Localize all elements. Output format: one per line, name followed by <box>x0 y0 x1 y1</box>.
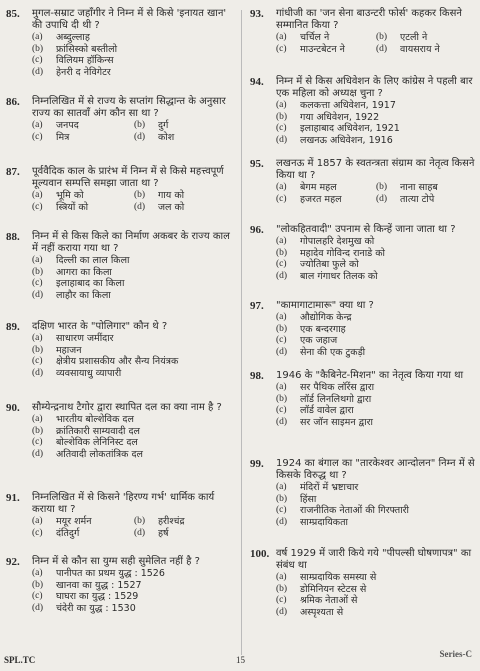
option-label: (d) <box>32 66 44 77</box>
booklet-code: SPL.TC <box>4 655 36 665</box>
option-b[interactable] <box>32 580 236 592</box>
question-92 <box>6 556 236 614</box>
question-text: सौम्येन्द्रनाथ टैगोर द्वारा स्थापित दल का क्या नाम है ? <box>32 402 222 413</box>
question-text: निम्न में से किस अधिवेशन के लिए कांग्रेस ने पहली बार एक महिला को अध्यक्ष चुना ? <box>276 76 473 99</box>
option-label: (c) <box>276 123 287 133</box>
option-text: इलाहाबाद अधिवेशन, 1921 <box>300 123 400 134</box>
options-list <box>276 382 476 428</box>
question-stem <box>250 158 476 182</box>
question-stem <box>6 8 236 32</box>
question-87 <box>6 166 236 213</box>
option-text: राजनीतिक नेताओं की गिरफ्तारी <box>300 505 410 516</box>
option-text: चर्चिल ने <box>300 32 330 43</box>
option-label: (b) <box>32 579 44 590</box>
question-stem <box>250 300 476 312</box>
question-stem <box>6 402 236 414</box>
option-text: साम्प्रदायिकता <box>300 516 348 528</box>
question-85 <box>6 8 236 78</box>
question-96 <box>250 224 476 282</box>
option-label: (c) <box>32 278 43 288</box>
option-label: (d) <box>134 131 146 142</box>
question-stem <box>250 8 476 32</box>
question-text: 1924 का बंगाल का "तारकेश्वर आन्दोलन" निम्न में से किसके विरुद्ध था ? <box>276 458 475 481</box>
option-label: (a) <box>276 182 287 192</box>
option-c[interactable] <box>32 356 236 368</box>
option-text: हेनरी द नेविगेटर <box>56 66 111 78</box>
option-label: (d) <box>134 201 146 212</box>
question-stem <box>6 492 236 516</box>
option-d[interactable] <box>276 347 476 359</box>
option-text: गया अधिवेशन, 1922 <box>300 111 380 123</box>
option-text: कलकत्ता अधिवेशन, 1917 <box>300 100 396 111</box>
option-text: इलाहाबाद का किला <box>56 278 125 289</box>
option-c[interactable] <box>32 591 236 603</box>
option-label: (c) <box>32 527 43 538</box>
option-d[interactable] <box>276 417 476 429</box>
option-d[interactable] <box>276 135 476 147</box>
option-c[interactable] <box>32 132 134 144</box>
option-label: (b) <box>276 247 288 258</box>
question-stem <box>250 76 476 100</box>
option-text: खानवा का युद्ध : 1527 <box>56 579 142 591</box>
page-number: 15 <box>236 655 245 665</box>
option-text: माउन्टबेटन ने <box>300 43 345 55</box>
option-d[interactable] <box>32 290 236 302</box>
option-label: (d) <box>376 193 388 204</box>
option-d[interactable] <box>134 528 236 540</box>
option-c[interactable] <box>32 278 236 290</box>
question-98 <box>250 370 476 428</box>
option-a[interactable] <box>32 568 236 580</box>
option-c[interactable] <box>276 123 476 135</box>
question-stem <box>250 548 476 572</box>
question-stem <box>6 556 236 568</box>
question-number: 91. <box>6 492 20 504</box>
option-b[interactable] <box>32 44 236 56</box>
option-a[interactable] <box>32 190 134 202</box>
option-label: (b) <box>276 111 288 122</box>
option-label: (c) <box>32 591 43 601</box>
option-text: ज्योतिबा फुले को <box>300 259 359 270</box>
option-text: कोश <box>158 131 175 143</box>
options-list <box>32 333 236 379</box>
option-text: दिल्ली का लाल किला <box>56 255 130 266</box>
column-divider <box>241 10 242 655</box>
option-label: (a) <box>276 100 287 110</box>
option-text: डोमिनियन स्टेटस से <box>300 583 367 595</box>
option-text: अतिवादी लोकतांत्रिक दल <box>56 448 143 460</box>
question-number: 85. <box>6 8 20 20</box>
option-label: (b) <box>134 120 146 130</box>
option-a[interactable] <box>276 182 376 194</box>
option-label: (c) <box>276 259 287 269</box>
option-text: चंदेरी का युद्ध : 1530 <box>56 602 136 614</box>
option-label: (c) <box>276 595 287 605</box>
option-text: दंतिदुर्ग <box>56 527 80 539</box>
option-label: (b) <box>32 266 44 277</box>
option-d[interactable] <box>32 603 236 615</box>
option-c[interactable] <box>276 505 476 517</box>
option-text: हिंसा <box>300 493 317 505</box>
option-a[interactable] <box>276 100 476 112</box>
option-b[interactable] <box>376 32 476 44</box>
option-label: (a) <box>276 236 287 246</box>
option-b[interactable] <box>134 190 236 202</box>
option-a[interactable] <box>276 312 476 324</box>
option-text: महाजन <box>56 344 82 356</box>
option-text: तात्या टोपे <box>400 193 435 205</box>
option-label: (c) <box>32 437 43 447</box>
option-text: गाय को <box>158 190 185 201</box>
question-text: निम्न में से कौन सा युग्म सही सुमेलित नहीं है ? <box>32 556 200 567</box>
option-b[interactable] <box>134 516 236 528</box>
option-label: (d) <box>32 367 44 378</box>
option-label: (b) <box>32 43 44 54</box>
option-text: श्रमिक नेताओं से <box>300 595 358 606</box>
question-number: 87. <box>6 166 20 178</box>
option-a[interactable] <box>32 333 236 345</box>
option-text: भूमि को <box>56 190 84 201</box>
option-label: (c) <box>32 356 43 366</box>
question-text: "लोकहितवादी" उपनाम से किन्हें जाना जाता था ? <box>276 224 456 235</box>
question-stem <box>250 458 476 482</box>
option-text: क्षेत्रीय प्रशासकीय और सैन्य नियंत्रक <box>56 356 179 367</box>
options-list <box>32 516 236 539</box>
question-number: 98. <box>250 370 264 382</box>
option-text: सर पैथिक लॉरेंस द्वारा <box>300 382 375 393</box>
option-text: फ्रांसिस्को बस्तीलो <box>56 43 118 55</box>
question-number: 94. <box>250 76 264 88</box>
option-label: (c) <box>276 405 287 415</box>
option-a[interactable] <box>276 572 476 584</box>
option-label: (a) <box>32 32 43 42</box>
option-text: दुर्ग <box>158 120 169 131</box>
options-list <box>276 312 476 358</box>
option-text: हरीश्चंद्र <box>158 516 185 527</box>
option-b[interactable] <box>276 112 476 124</box>
question-number: 93. <box>250 8 264 20</box>
question-97 <box>250 300 476 358</box>
option-label: (a) <box>32 120 43 130</box>
option-b[interactable] <box>276 324 476 336</box>
option-c[interactable] <box>32 202 134 214</box>
option-a[interactable] <box>32 255 236 267</box>
option-text: बाल गंगाधर तिलक को <box>300 270 378 282</box>
options-list <box>32 568 236 614</box>
question-number: 96. <box>250 224 264 236</box>
option-a[interactable] <box>276 32 376 44</box>
option-b[interactable] <box>32 267 236 279</box>
option-text: एक बन्दरगाह <box>300 323 346 335</box>
option-b[interactable] <box>276 494 476 506</box>
option-c[interactable] <box>32 437 236 449</box>
option-text: महादेव गोविन्द रानाडे को <box>300 247 386 259</box>
question-86 <box>6 96 236 143</box>
option-label: (c) <box>276 193 287 204</box>
question-text: पूर्ववैदिक काल के प्रारंभ में निम्न में से किसे महत्त्वपूर्ण मूल्यवान सम्पत्ति समझा जाता था ? <box>32 166 224 189</box>
option-text: एक जहाज <box>300 335 338 346</box>
option-label: (a) <box>276 572 287 582</box>
question-number: 99. <box>250 458 264 470</box>
question-stem <box>6 96 236 120</box>
option-text: बेगम महल <box>300 182 337 193</box>
option-text: एटली ने <box>400 32 428 43</box>
options-list <box>276 32 476 55</box>
option-text: मंदिरों में भ्रष्टाचार <box>300 482 359 493</box>
option-d[interactable] <box>32 368 236 380</box>
option-text: भारतीय बोल्शेविक दल <box>56 414 134 425</box>
option-d[interactable] <box>32 449 236 461</box>
question-text: लखनऊ में 1857 के स्वतन्त्रता संग्राम का नेतृत्व किसने किया था ? <box>276 158 475 181</box>
option-text: मित्र <box>56 131 70 143</box>
question-stem <box>6 166 236 190</box>
question-text: "कामागाटामारू" क्या था ? <box>276 300 374 311</box>
series-label: Series-C <box>439 649 472 659</box>
option-d[interactable] <box>276 271 476 283</box>
option-label: (d) <box>376 43 388 54</box>
option-label: (d) <box>276 134 288 145</box>
option-c[interactable] <box>276 259 476 271</box>
question-text: मुगल-सम्राट जहाँगीर ने निम्न में से किसे 'इनायत खान' की उपाधि दी थी ? <box>32 8 227 31</box>
options-list <box>276 236 476 282</box>
options-list <box>32 190 236 213</box>
option-a[interactable] <box>32 414 236 426</box>
option-b[interactable] <box>376 182 476 194</box>
question-number: 89. <box>6 321 20 333</box>
question-number: 100. <box>250 548 270 560</box>
question-88 <box>6 231 236 301</box>
question-95 <box>250 158 476 205</box>
options-list <box>276 482 476 528</box>
option-c[interactable] <box>32 55 236 67</box>
option-text: क्रांतिकारी साम्यवादी दल <box>56 425 140 437</box>
question-99 <box>250 458 476 528</box>
option-c[interactable] <box>276 335 476 347</box>
option-text: साम्प्रदायिक समस्या से <box>300 572 377 583</box>
option-text: नाना साहब <box>400 182 438 193</box>
question-number: 92. <box>6 556 20 568</box>
option-text: जनपद <box>56 120 79 131</box>
option-b[interactable] <box>32 426 236 438</box>
option-text: पानीपत का प्रथम युद्ध : 1526 <box>56 568 165 579</box>
option-a[interactable] <box>32 120 134 132</box>
option-label: (a) <box>276 382 287 392</box>
option-label: (a) <box>32 568 43 578</box>
options-list <box>32 255 236 301</box>
option-a[interactable] <box>276 382 476 394</box>
option-label: (a) <box>32 190 43 200</box>
option-a[interactable] <box>276 236 476 248</box>
option-b[interactable] <box>134 120 236 132</box>
question-94 <box>250 76 476 146</box>
question-text: निम्नलिखित में से राज्य के सप्तांग सिद्धान्त के अनुसार राज्य का सातवाँ अंग कौन सा था ? <box>32 96 226 119</box>
option-text: आगरा का किला <box>56 266 112 278</box>
question-number: 88. <box>6 231 20 243</box>
option-text: अब्दुल्लाह <box>56 32 90 43</box>
options-list <box>276 182 476 205</box>
option-b[interactable] <box>32 345 236 357</box>
option-text: सर जॉन साइमन द्वारा <box>300 416 373 428</box>
option-d[interactable] <box>134 132 236 144</box>
option-c[interactable] <box>32 528 134 540</box>
option-text: वायसराय ने <box>400 43 440 55</box>
option-text: व्यवसायाधु व्यापारी <box>56 367 122 379</box>
option-label: (d) <box>276 606 288 617</box>
option-label: (d) <box>276 346 288 357</box>
option-label: (a) <box>276 312 287 322</box>
option-label: (a) <box>276 32 287 42</box>
option-label: (b) <box>32 425 44 436</box>
option-d[interactable] <box>134 202 236 214</box>
options-list <box>276 100 476 146</box>
option-c[interactable] <box>276 44 376 56</box>
option-label: (b) <box>276 393 288 404</box>
option-label: (a) <box>32 516 43 526</box>
option-d[interactable] <box>376 44 476 56</box>
option-a[interactable] <box>32 516 134 528</box>
option-label: (b) <box>376 32 388 42</box>
options-list <box>32 32 236 78</box>
question-text: दक्षिण भारत के "पोलिगार" कौन थे ? <box>32 321 168 332</box>
option-label: (d) <box>134 527 146 538</box>
option-label: (c) <box>32 201 43 212</box>
question-90 <box>6 402 236 460</box>
option-text: लॉर्ड लिनलिथगो द्वारा <box>300 393 372 405</box>
option-text: हर्ष <box>158 527 169 539</box>
option-text: लाहौर का किला <box>56 289 111 301</box>
option-label: (a) <box>32 255 43 265</box>
option-label: (c) <box>276 335 287 345</box>
question-text: गांधीजी का 'जन सेना बाउन्टरी फोर्स' कहकर किसने सम्मानित किया ? <box>276 8 462 31</box>
option-d[interactable] <box>376 194 476 206</box>
option-b[interactable] <box>276 248 476 260</box>
option-text: साधारण जमींदार <box>56 333 114 344</box>
option-label: (c) <box>32 131 43 142</box>
question-number: 90. <box>6 402 20 414</box>
option-text: लखनऊ अधिवेशन, 1916 <box>300 134 393 146</box>
question-text: निम्नलिखित में से किसने 'हिरण्य गर्भ' धार्मिक कार्य कराया था ? <box>32 492 215 515</box>
option-label: (d) <box>276 270 288 281</box>
option-label: (b) <box>276 493 288 504</box>
option-label: (a) <box>32 414 43 424</box>
question-stem <box>6 321 236 333</box>
option-text: गोपालहरि देशमुख को <box>300 236 375 247</box>
options-list <box>276 572 476 618</box>
option-label: (b) <box>276 583 288 594</box>
option-text: स्त्रियों को <box>56 201 89 213</box>
option-label: (a) <box>32 333 43 343</box>
option-c[interactable] <box>276 194 376 206</box>
question-number: 86. <box>6 96 20 108</box>
question-text: वर्ष 1929 में जारी किये गये "पीपल्सी घोषणापत्र" का संबंध था <box>276 548 472 571</box>
question-text: निम्न में से किस किले का निर्माण अकबर के राज्य काल में नहीं कराया गया था ? <box>32 231 230 254</box>
option-label: (b) <box>134 516 146 526</box>
option-label: (d) <box>276 516 288 527</box>
option-label: (d) <box>32 289 44 300</box>
option-label: (b) <box>32 344 44 355</box>
option-text: घाघरा का युद्ध : 1529 <box>56 591 139 602</box>
option-c[interactable] <box>276 595 476 607</box>
option-d[interactable] <box>276 607 476 619</box>
option-b[interactable] <box>276 394 476 406</box>
option-label: (c) <box>276 43 287 54</box>
option-d[interactable] <box>32 67 236 79</box>
options-list <box>32 120 236 143</box>
question-stem <box>250 224 476 236</box>
question-number: 95. <box>250 158 264 170</box>
options-list <box>32 414 236 460</box>
option-label: (d) <box>32 602 44 613</box>
option-label: (b) <box>376 182 388 192</box>
question-number: 97. <box>250 300 264 312</box>
option-label: (c) <box>32 55 43 65</box>
option-text: विलियम हॉकिन्स <box>56 55 114 66</box>
option-label: (d) <box>276 416 288 427</box>
option-text: लॉर्ड वावेल द्वारा <box>300 405 354 416</box>
question-93 <box>250 8 476 55</box>
option-label: (d) <box>32 448 44 459</box>
option-text: अस्पृश्यता से <box>300 606 344 618</box>
option-a[interactable] <box>32 32 236 44</box>
option-label: (a) <box>276 482 287 492</box>
question-89 <box>6 321 236 379</box>
option-text: मयूर शर्मन <box>56 516 92 527</box>
option-text: बोल्शेविक लेनिनिस्ट दल <box>56 437 138 448</box>
question-100 <box>250 548 476 618</box>
option-text: औद्योगिक केन्द्र <box>300 312 352 323</box>
option-text: हजरत महल <box>300 193 342 205</box>
option-d[interactable] <box>276 517 476 529</box>
option-b[interactable] <box>276 584 476 596</box>
question-text: 1946 के "कैबिनेट-मिशन" का नेतृत्व किया गया था <box>276 370 464 381</box>
question-91 <box>6 492 236 539</box>
option-text: जल को <box>158 201 185 213</box>
option-a[interactable] <box>276 482 476 494</box>
option-c[interactable] <box>276 405 476 417</box>
option-label: (b) <box>276 323 288 334</box>
option-label: (b) <box>134 190 146 200</box>
option-label: (c) <box>276 505 287 515</box>
question-stem <box>6 231 236 255</box>
option-text: सेना की एक टुकड़ी <box>300 346 366 358</box>
question-stem <box>250 370 476 382</box>
